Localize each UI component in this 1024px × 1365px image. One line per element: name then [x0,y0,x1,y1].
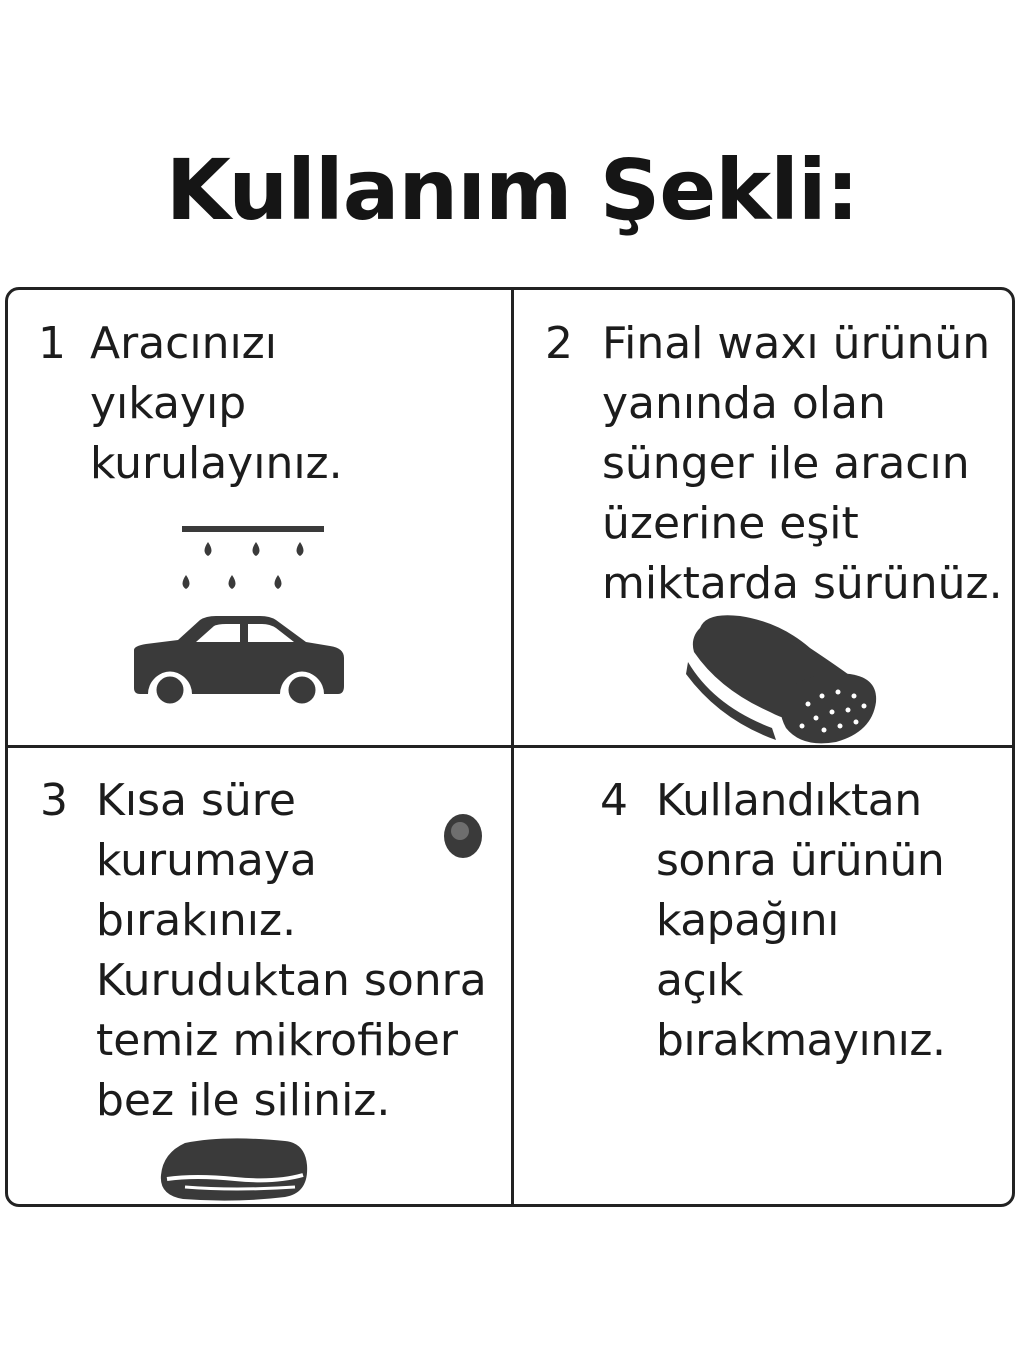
step-3-text: Kısa süre kurumaya bırakınız. Kuruduktan sonra temiz mikrofiber bez ile siliniz. [96,775,487,1126]
step-4-text: Kullandıktan sonra ürünün kapağını açık bırakmayınız. [656,775,946,1066]
page-title: Kullanım Şekli: [165,141,859,239]
sponge-icon [680,608,890,748]
car-wash-icon [120,520,350,710]
droplet-icon [440,808,486,862]
step-3-number: 3 [40,775,68,826]
step-1-number: 1 [38,318,66,369]
step-2-text: Final waxı ürünün yanında olan sünger ile aracın üzerine eşit miktarda sürünüz. [602,318,1003,609]
step-1-text: Aracınızı yıkayıp kurulayınız. [90,318,343,489]
step-2-number: 2 [545,318,573,369]
microfiber-towel-icon [155,1135,315,1205]
step-4-number: 4 [600,775,628,826]
